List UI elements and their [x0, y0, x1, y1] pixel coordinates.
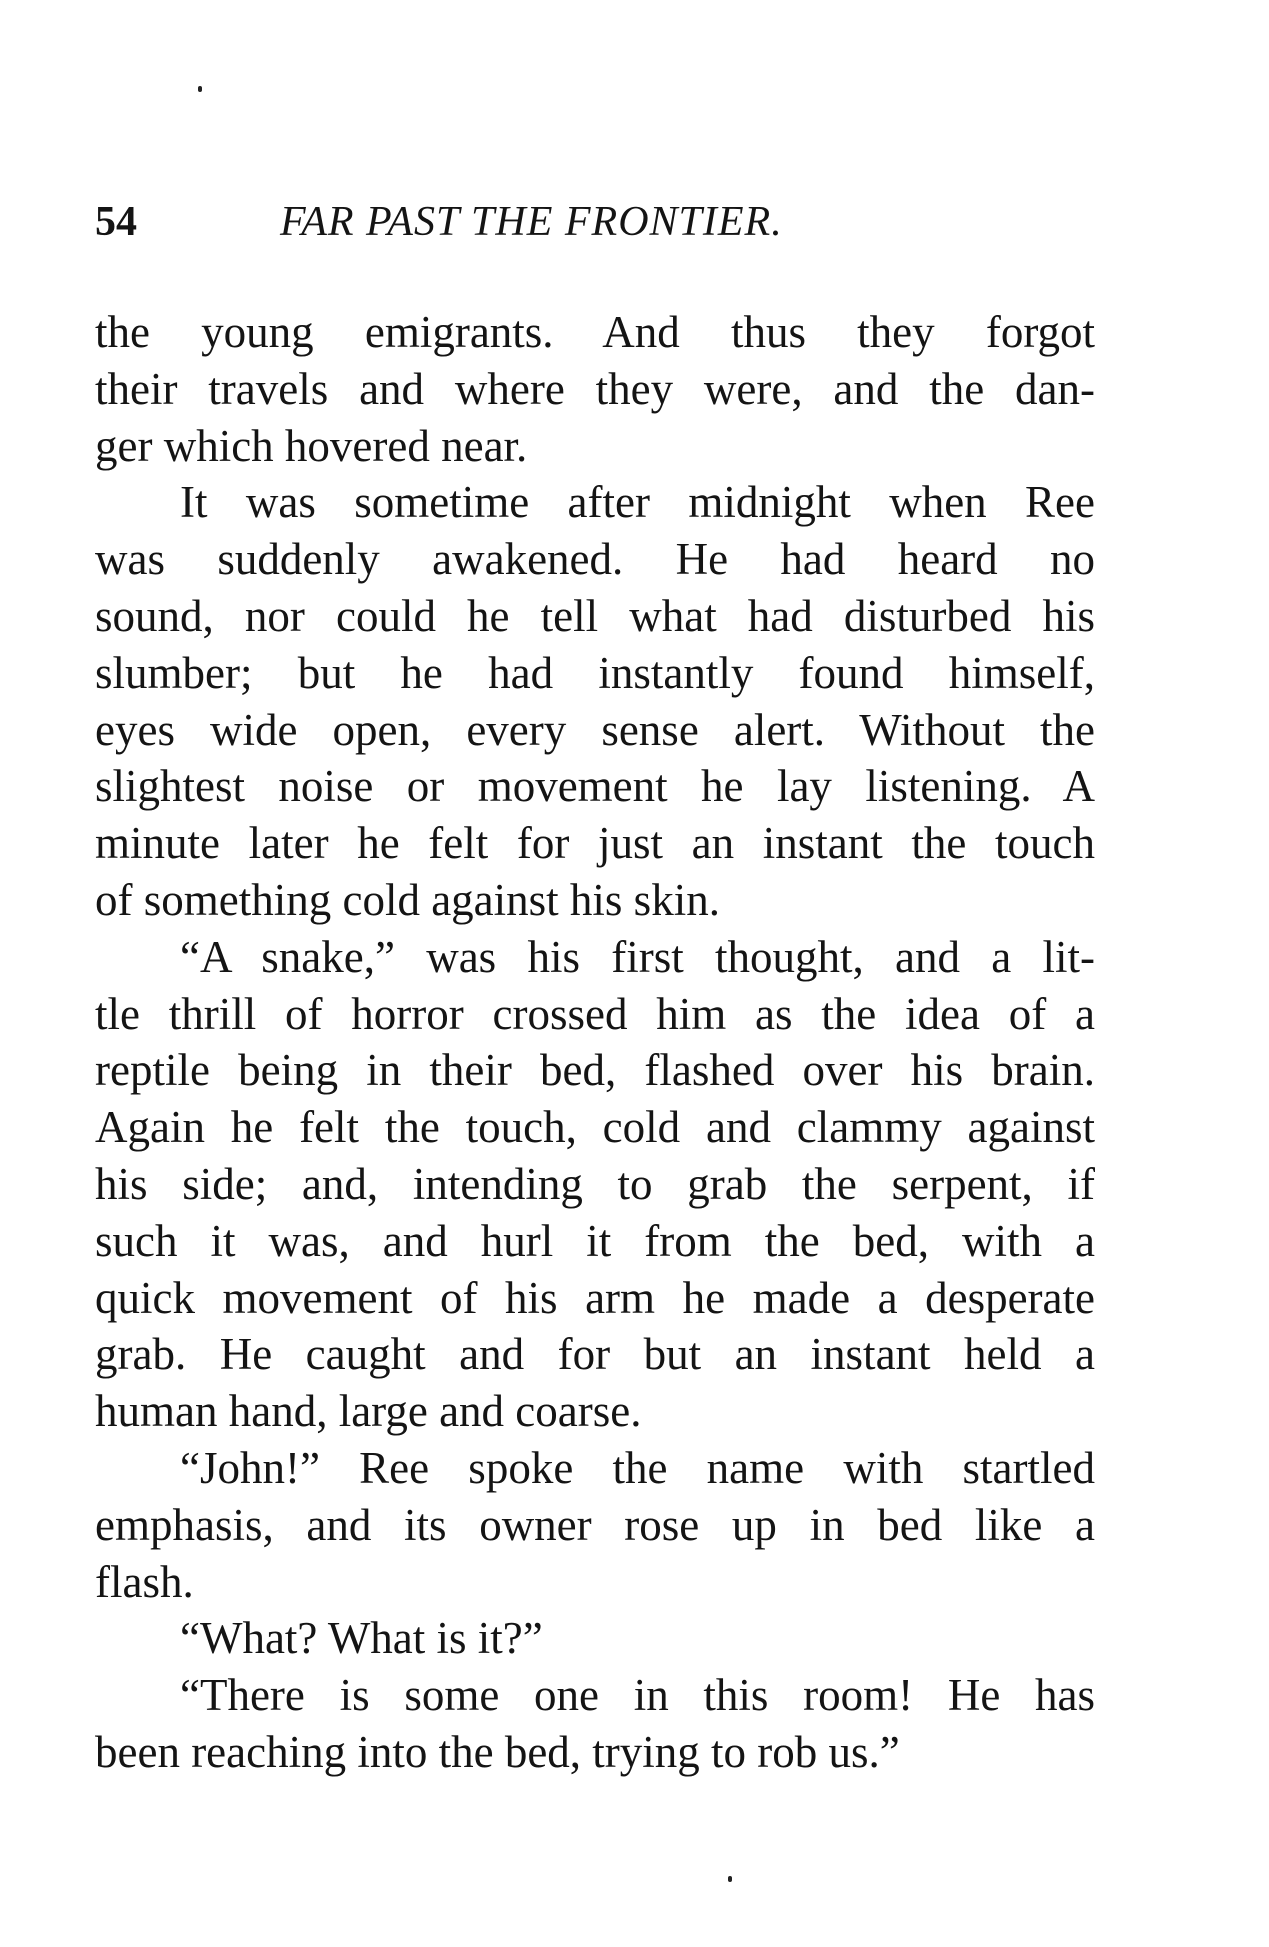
text-line: the young emigrants. And thus they forgot	[95, 307, 1095, 357]
text-line: such it was, and hurl it from the bed, with a	[95, 1215, 1095, 1266]
page-number: 54	[95, 199, 137, 245]
text-line: ger which hovered near.	[95, 420, 528, 471]
text-line: human hand, large and coarse.	[95, 1386, 642, 1437]
text-line: quick movement of his arm he made a desperate	[95, 1272, 1095, 1323]
text-line: their travels and where they were, and the dan-	[95, 363, 1095, 414]
text-line: emphasis, and its owner rose up in bed like a	[95, 1499, 1095, 1550]
text-line: minute later he felt for just an instant the touch	[95, 818, 1095, 869]
text-line: “John!” Ree spoke the name with startled	[180, 1442, 1095, 1493]
text-line: “A snake,” was his first thought, and a lit-	[180, 931, 1095, 982]
body-text	[95, 304, 1095, 1781]
text-line: slightest noise or movement he lay listening. A	[95, 761, 1095, 812]
text-line: grab. He caught and for but an instant held a	[95, 1329, 1095, 1380]
text-line: eyes wide open, every sense alert. Without the	[95, 704, 1095, 755]
text-line: was suddenly awakened. He had heard no	[95, 534, 1095, 585]
ink-speck-bottom	[728, 1876, 732, 1882]
text-line: “There is some one in this room! He has	[180, 1670, 1095, 1721]
text-line: been reaching into the bed, trying to rob us.”	[95, 1726, 900, 1777]
running-title: FAR PAST THE FRONTIER.	[280, 199, 783, 245]
text-line: slumber; but he had instantly found himself,	[95, 647, 1095, 698]
text-line: “What? What is it?”	[180, 1613, 543, 1664]
text-line: reptile being in their bed, flashed over his brain.	[95, 1045, 1095, 1096]
text-line: sound, nor could he tell what had disturbed his	[95, 590, 1095, 641]
page-header	[95, 192, 1095, 252]
text-line: of something cold against his skin.	[95, 874, 720, 925]
text-line: flash.	[95, 1556, 194, 1607]
text-line: tle thrill of horror crossed him as the idea of a	[95, 988, 1095, 1039]
text-line: It was sometime after midnight when Ree	[180, 477, 1095, 528]
text-line: his side; and, intending to grab the serpent, if	[95, 1158, 1095, 1209]
ink-speck-top	[198, 86, 202, 92]
text-line: Again he felt the touch, cold and clammy against	[95, 1102, 1095, 1153]
